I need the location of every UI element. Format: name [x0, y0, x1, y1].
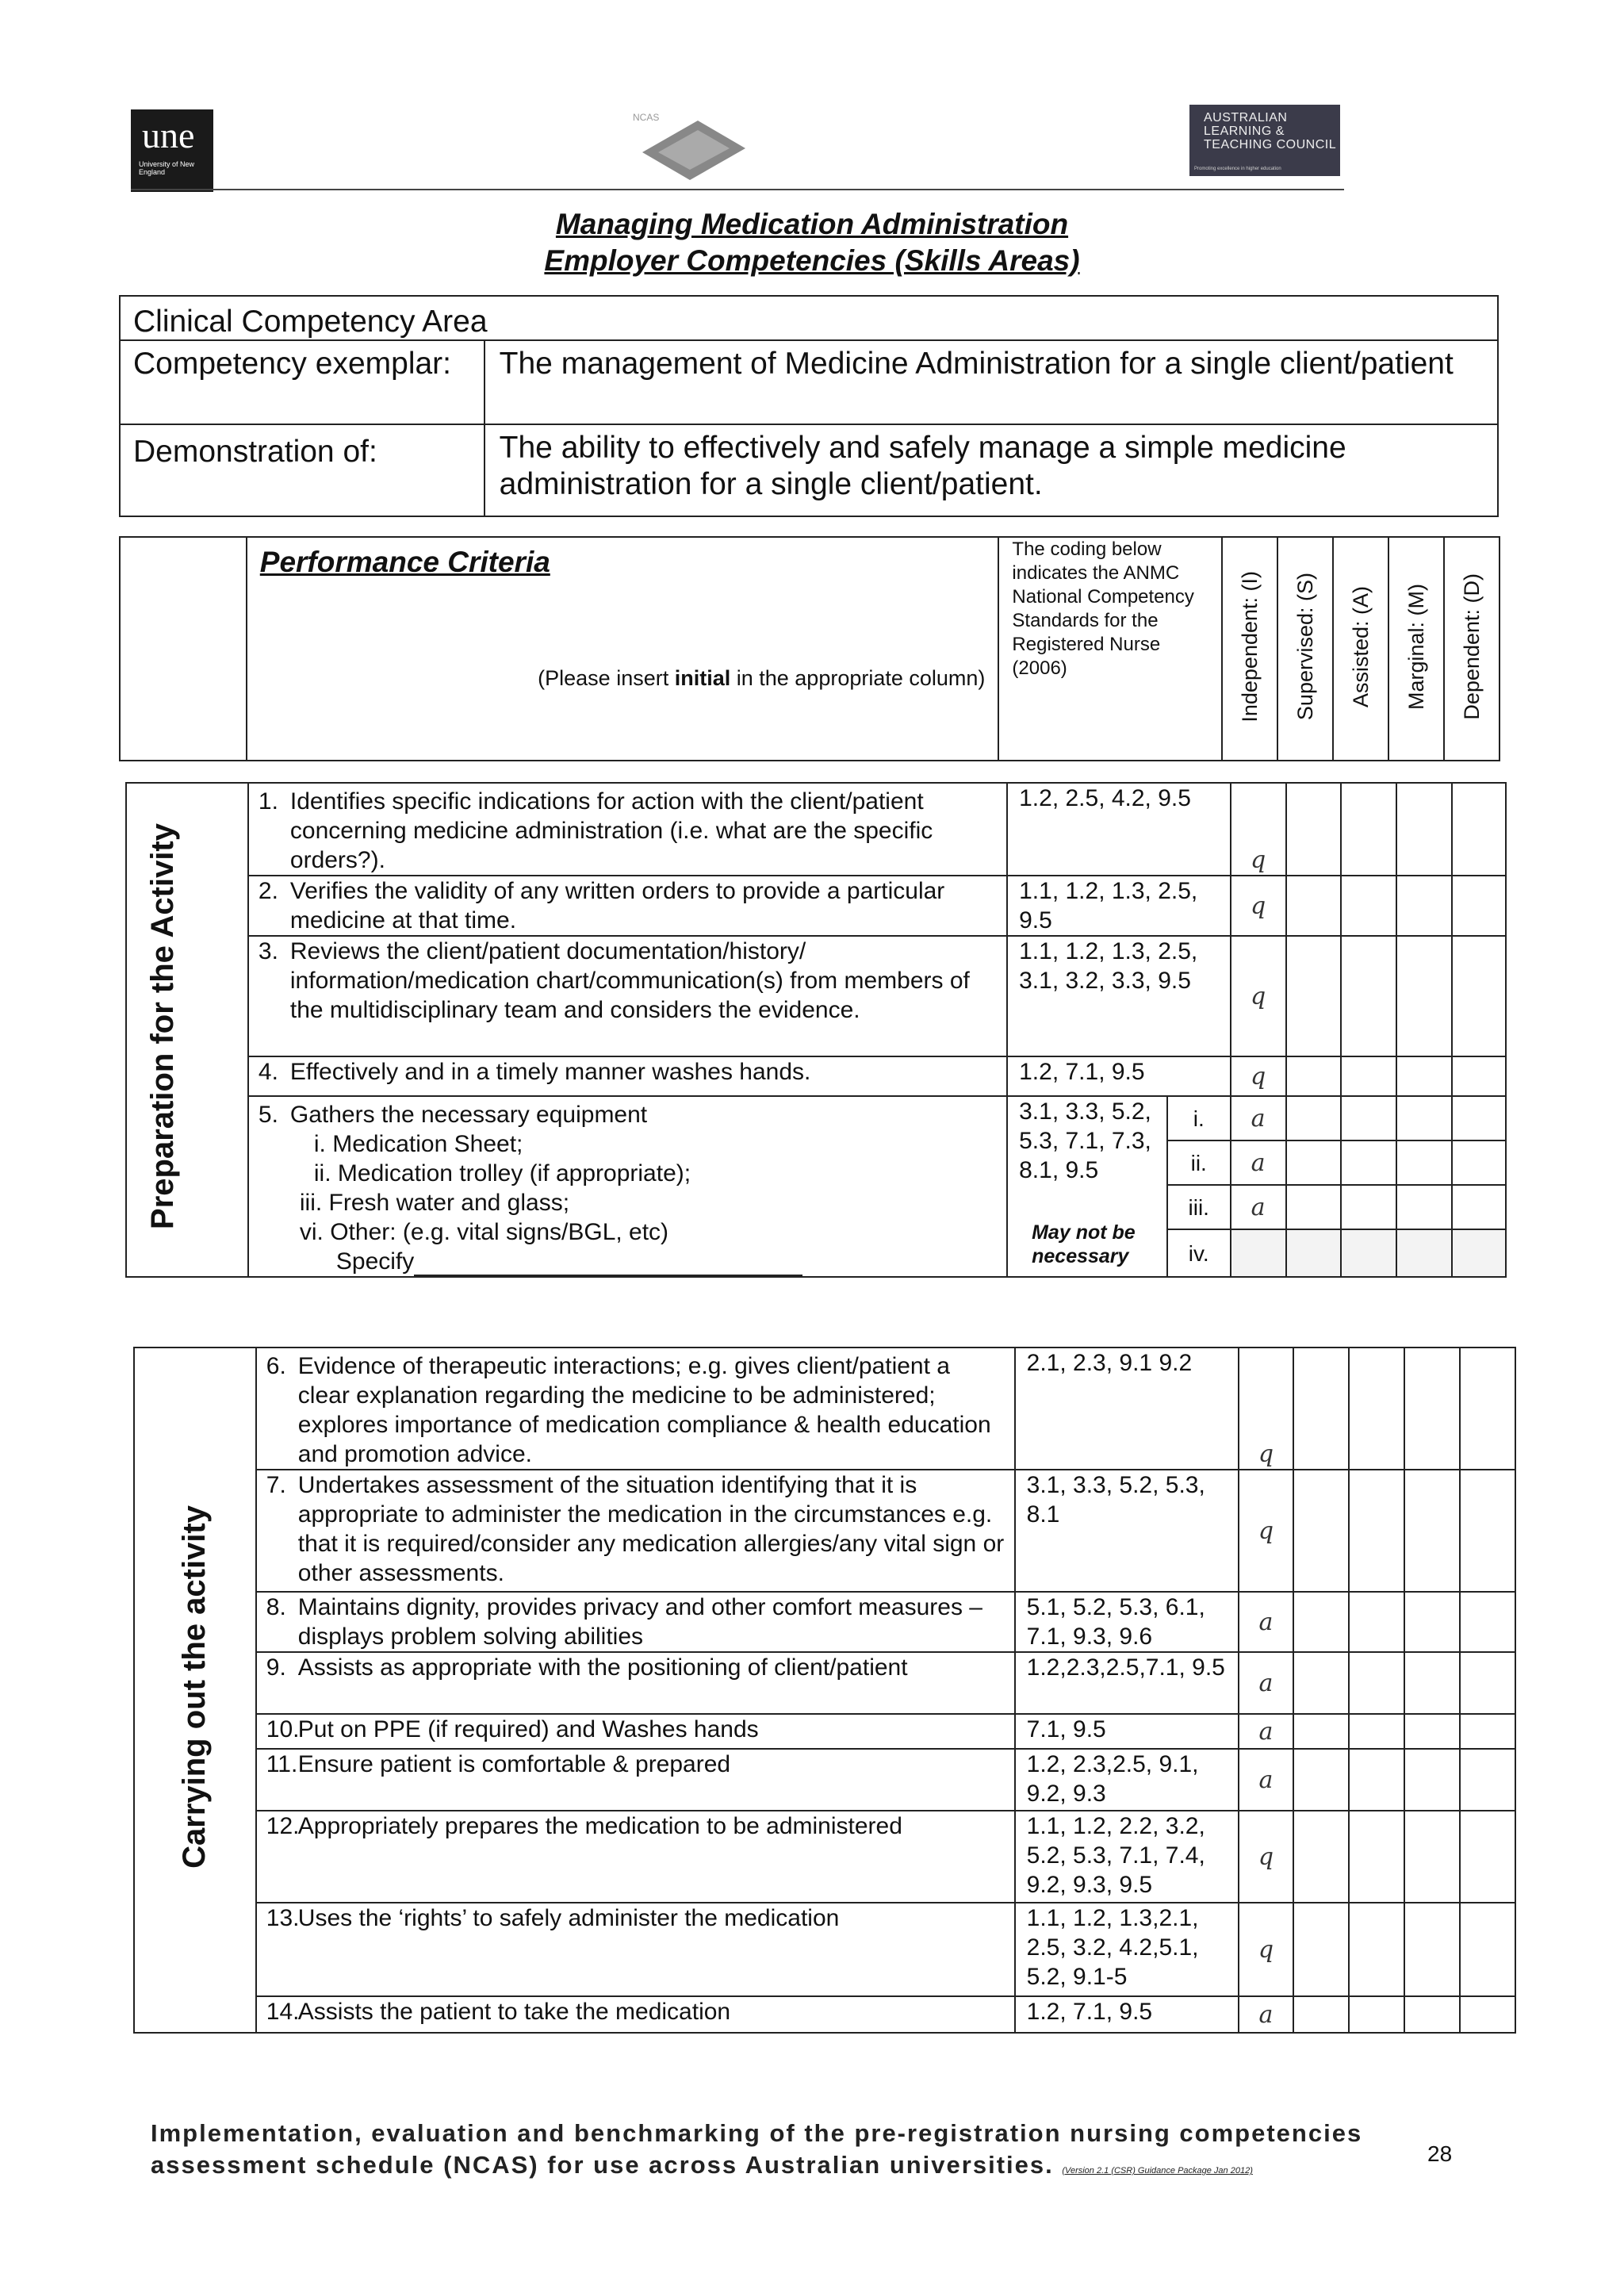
anmc-codes: 1.2, 7.1, 9.5 [1015, 1996, 1239, 2033]
equipment-sub-1: i. Medication Sheet; [313, 1131, 523, 1157]
initial-marginal[interactable] [1396, 1229, 1452, 1277]
anmc-codes: 1.1, 1.2, 2.2, 3.2, 5.2, 5.3, 7.1, 7.4, 9.2, 9.3, 9.5 [1015, 1811, 1239, 1903]
initial-dependent[interactable] [1452, 876, 1506, 936]
footer-version: (Version 2.1 (CSR) Guidance Package Jan 2012) [1062, 2166, 1253, 2176]
coding-note: The coding below indicates the ANMC National Competency Standards for the Registered Nurse (2006) [998, 537, 1222, 761]
initial-assisted[interactable] [1341, 1185, 1396, 1229]
criteria-text: Verifies the validity of any written orders to provide a particular medicine at that time. [289, 878, 945, 933]
criteria-header-spacer [120, 537, 247, 761]
initial-marginal[interactable] [1404, 1811, 1460, 1903]
level-assisted-header: Assisted: (A) [1333, 537, 1388, 761]
initial-independent[interactable]: a [1231, 1096, 1286, 1140]
une-logo-text: une [142, 115, 195, 155]
performance-criteria-title: Performance Criteria [259, 546, 550, 578]
initial-supervised[interactable] [1293, 1348, 1349, 1470]
initial-assisted[interactable] [1341, 876, 1396, 936]
initial-assisted[interactable] [1341, 1229, 1396, 1277]
ncas-logo [626, 105, 753, 188]
equipment-sub-3: iii. Fresh water and glass; [299, 1190, 570, 1216]
anmc-codes: 2.1, 2.3, 9.1 9.2 [1015, 1348, 1239, 1470]
initial-independent[interactable]: q [1239, 1348, 1294, 1470]
competency-table [119, 295, 1499, 517]
initial-supervised[interactable] [1293, 1652, 1349, 1714]
criteria-text: Identifies specific indications for action with the client/patient concerning medicine administration (i.e. what are the specific orders?). [289, 788, 933, 873]
criteria-text-cell: 2. Verifies the validity of any written orders to provide a particular medicine at that time. [248, 876, 1007, 936]
carrying-out-section-label-cell [134, 1348, 256, 2033]
criteria-text-cell: 5. Gathers the necessary equipment i. Medication Sheet; ii. Medication trolley (if appropriate); iii. Fresh water and glass; vi. Other: (e.g. vital signs/BGL, etc) Specify [248, 1096, 1007, 1277]
level-independent-header: Independent: (I) [1222, 537, 1277, 761]
initial-assisted[interactable] [1341, 1056, 1396, 1096]
level-marginal-header: Marginal: (M) [1388, 537, 1444, 761]
equipment-sub-4: vi. Other: (e.g. vital signs/BGL, etc) [299, 1219, 669, 1245]
criteria-text: Assists as appropriate with the positioning of client/patient [297, 1654, 908, 1681]
criteria-text: Evidence of therapeutic interactions; e.g. gives client/patient a clear explanation regarding the medicine to be administered; explores importance of medication compliance & health education and promotion advice. [297, 1353, 991, 1467]
initial-independent[interactable]: q [1231, 876, 1286, 936]
criteria-row [134, 1903, 1515, 1996]
criteria-row [134, 1996, 1515, 2033]
initial-independent[interactable]: a [1239, 1652, 1294, 1714]
criteria-header-cell [247, 537, 999, 761]
initial-dependent[interactable] [1452, 1056, 1506, 1096]
footer-line-2: assessment schedule (NCAS) for use across Australian universities. (Version 2.1 (CSR) Guidance Package Jan 2012) [151, 2151, 1253, 2179]
initial-independent[interactable] [1231, 1229, 1286, 1277]
anmc-codes: 1.1, 1.2, 1.3,2.1, 2.5, 3.2, 4.2,5.1, 5.2, 9.1-5 [1015, 1903, 1239, 1996]
anmc-codes: 7.1, 9.5 [1015, 1714, 1239, 1749]
initial-independent[interactable]: q [1231, 783, 1286, 876]
criteria-row [134, 1470, 1515, 1592]
initial-assisted[interactable] [1349, 1470, 1404, 1592]
competency-exemplar-label: Competency exemplar: [120, 340, 485, 424]
initial-independent[interactable]: q [1231, 936, 1286, 1056]
une-logo [131, 109, 213, 192]
initial-independent[interactable]: a [1231, 1185, 1286, 1229]
initial-marginal[interactable] [1404, 1652, 1460, 1714]
criteria-text-cell: 4. Effectively and in a timely manner washes hands. [248, 1056, 1007, 1096]
initial-dependent[interactable] [1460, 1470, 1515, 1592]
ncas-logo-text: NCAS [633, 112, 660, 123]
altc-logo-text: AUSTRALIAN LEARNING & TEACHING COUNCIL [1204, 111, 1337, 151]
level-dependent-header: Dependent: (D) [1444, 537, 1500, 761]
initial-independent[interactable]: a [1239, 1592, 1294, 1652]
criteria-text: Effectively and in a timely manner washes hands. [289, 1059, 811, 1085]
initial-assisted[interactable] [1341, 936, 1396, 1056]
initial-dependent[interactable] [1460, 1592, 1515, 1652]
initial-assisted[interactable] [1341, 1140, 1396, 1185]
initial-assisted[interactable] [1349, 1592, 1404, 1652]
initial-dependent[interactable] [1452, 1140, 1506, 1185]
initial-supervised[interactable] [1293, 1470, 1349, 1592]
initial-assisted[interactable] [1349, 1996, 1404, 2033]
initial-dependent[interactable] [1452, 936, 1506, 1056]
initial-assisted[interactable] [1349, 1903, 1404, 1996]
anmc-codes: 5.1, 5.2, 5.3, 6.1, 7.1, 9.3, 9.6 [1015, 1592, 1239, 1652]
criteria-row [134, 1811, 1515, 1903]
criteria-text: Reviews the client/patient documentation/history/ information/medication chart/communication(s) from members of the multidisciplinary team and considers the evidence. [289, 938, 970, 1023]
level-supervised-header: Supervised: (S) [1277, 537, 1333, 761]
initial-independent[interactable]: a [1231, 1140, 1286, 1185]
initial-assisted[interactable] [1341, 783, 1396, 876]
initial-independent[interactable]: a [1239, 1749, 1294, 1811]
initial-assisted[interactable] [1349, 1811, 1404, 1903]
sub-label-i: i. [1167, 1096, 1231, 1140]
criteria-text: Ensure patient is comfortable & prepared [297, 1751, 731, 1777]
initial-supervised[interactable] [1293, 1996, 1349, 2033]
initial-dependent[interactable] [1460, 1903, 1515, 1996]
criteria-row [126, 1056, 1506, 1096]
initial-supervised[interactable] [1286, 1140, 1342, 1185]
initial-marginal[interactable] [1396, 1140, 1452, 1185]
criteria-row [134, 1714, 1515, 1749]
initial-dependent[interactable] [1460, 1749, 1515, 1811]
criteria-text: Assists the patient to take the medication [297, 1999, 731, 2025]
criteria-row [126, 783, 1506, 876]
criteria-text-cell: 7. Undertakes assessment of the situation identifying that it is appropriate to administer the medication in the circumstances e.g. that it is required/consider any medication allergies/any vital sign or other assessments. [256, 1470, 1015, 1592]
footer-line-1: Implementation, evaluation and benchmarking of the pre-registration nursing competencies [151, 2119, 1363, 2147]
criteria-row [134, 1348, 1515, 1470]
initial-marginal[interactable] [1396, 1185, 1452, 1229]
footer-text [151, 2118, 1362, 2187]
title-line-2: Employer Competencies (Skills Areas) [544, 244, 1080, 277]
initial-independent[interactable]: q [1239, 1470, 1294, 1592]
initial-supervised[interactable] [1286, 1096, 1342, 1140]
initial-independent[interactable]: q [1239, 1811, 1294, 1903]
initial-dependent[interactable] [1460, 1348, 1515, 1470]
preparation-section-label-cell [126, 783, 248, 1277]
initial-supervised[interactable] [1286, 1229, 1342, 1277]
criteria-text: Maintains dignity, provides privacy and other comfort measures – displays problem solving abilities [297, 1594, 982, 1650]
equipment-specify: Specify [259, 1247, 998, 1276]
initial-supervised[interactable] [1293, 1592, 1349, 1652]
initial-dependent[interactable] [1452, 1185, 1506, 1229]
sub-label-ii: ii. [1167, 1140, 1231, 1185]
initial-independent[interactable]: a [1239, 1996, 1294, 2033]
carrying-out-table [133, 1347, 1516, 2034]
initial-supervised[interactable] [1286, 783, 1342, 876]
initial-marginal[interactable] [1404, 1749, 1460, 1811]
criteria-row [134, 1652, 1515, 1714]
initial-marginal[interactable] [1404, 1470, 1460, 1592]
criteria-text: Put on PPE (if required) and Washes hands [297, 1716, 759, 1742]
criteria-instruction: (Please insert initial in the appropriate column) [538, 666, 986, 690]
header-rule [131, 189, 1344, 190]
anmc-codes: 1.2, 7.1, 9.5 [1007, 1056, 1231, 1096]
anmc-codes: 1.1, 1.2, 1.3, 2.5, 9.5 [1007, 876, 1231, 936]
une-logo-subtext: University of New England [139, 160, 195, 176]
initial-marginal[interactable] [1396, 1056, 1452, 1096]
demonstration-value: The ability to effectively and safely manage a simple medicine administration for a single client/patient. [485, 424, 1498, 516]
initial-supervised[interactable] [1293, 1811, 1349, 1903]
initial-marginal[interactable] [1404, 1592, 1460, 1652]
criteria-text-cell: 14. Assists the patient to take the medication [256, 1996, 1015, 2033]
initial-marginal[interactable] [1396, 936, 1452, 1056]
initial-independent[interactable]: q [1239, 1903, 1294, 1996]
initial-assisted[interactable] [1349, 1652, 1404, 1714]
criteria-text-cell: 3. Reviews the client/patient documentation/history/ information/medication chart/communication(s) from members of the multidisciplinary team and considers the evidence. [248, 936, 1007, 1056]
initial-dependent[interactable] [1460, 1811, 1515, 1903]
criteria-row [126, 936, 1506, 1056]
anmc-codes: 1.2, 2.3,2.5, 9.1, 9.2, 9.3 [1015, 1749, 1239, 1811]
equipment-sub-2: ii. Medication trolley (if appropriate); [313, 1160, 691, 1187]
anmc-codes: 1.1, 1.2, 1.3, 2.5, 3.1, 3.2, 3.3, 9.5 [1007, 936, 1231, 1056]
sub-label-iv: iv. [1167, 1229, 1231, 1277]
initial-marginal[interactable] [1396, 876, 1452, 936]
competency-area-label: Clinical Competency Area [120, 296, 1498, 340]
criteria-text-cell: 12. Appropriately prepares the medication to be administered [256, 1811, 1015, 1903]
initial-marginal[interactable] [1404, 1996, 1460, 2033]
criteria-text: Gathers the necessary equipment [289, 1102, 648, 1128]
initial-marginal[interactable] [1396, 1096, 1452, 1140]
anmc-codes: 1.2, 2.5, 4.2, 9.5 [1007, 783, 1231, 876]
altc-logo-tagline: Promoting excellence in higher education [1194, 167, 1281, 171]
title-line-1: Managing Medication Administration [555, 208, 1069, 240]
criteria-header-table [119, 536, 1500, 761]
initial-marginal[interactable] [1404, 1348, 1460, 1470]
preparation-section-label: Preparation for the Activity [144, 823, 180, 1229]
initial-supervised[interactable] [1286, 936, 1342, 1056]
initial-marginal[interactable] [1396, 783, 1452, 876]
criteria-text-cell: 11. Ensure patient is comfortable & prepared [256, 1749, 1015, 1811]
initial-independent[interactable]: q [1231, 1056, 1286, 1096]
criteria-row [134, 1749, 1515, 1811]
may-not-be-necessary-note: May not be necessary [1032, 1221, 1136, 1267]
initial-supervised[interactable] [1286, 1056, 1342, 1096]
criteria-row-equipment [126, 1096, 1506, 1140]
initial-dependent[interactable] [1452, 783, 1506, 876]
specify-blank-line[interactable] [414, 1275, 802, 1276]
page-number: 28 [1427, 2141, 1453, 2166]
initial-supervised[interactable] [1286, 876, 1342, 936]
criteria-text-cell: 9. Assists as appropriate with the positioning of client/patient [256, 1652, 1015, 1714]
anmc-codes-equipment: 3.1, 3.3, 5.2, 5.3, 7.1, 7.3, 8.1, 9.5 May not be necessary [1007, 1096, 1167, 1277]
initial-assisted[interactable] [1341, 1096, 1396, 1140]
initial-dependent[interactable] [1452, 1229, 1506, 1277]
initial-dependent[interactable] [1452, 1096, 1506, 1140]
criteria-text-cell: 8. Maintains dignity, provides privacy and other comfort measures – displays problem solving abilities [256, 1592, 1015, 1652]
criteria-row [126, 876, 1506, 936]
criteria-text-cell: 6. Evidence of therapeutic interactions; e.g. gives client/patient a clear explanation regarding the medicine to be administered; explores importance of medication compliance & health education and promotion advice. [256, 1348, 1015, 1470]
competency-exemplar-value: The management of Medicine Administration for a single client/patient [485, 340, 1498, 424]
initial-assisted[interactable] [1349, 1348, 1404, 1470]
initial-dependent[interactable] [1460, 1714, 1515, 1749]
initial-marginal[interactable] [1404, 1714, 1460, 1749]
sub-label-iii: iii. [1167, 1185, 1231, 1229]
initial-independent[interactable]: a [1239, 1714, 1294, 1749]
initial-supervised[interactable] [1293, 1714, 1349, 1749]
anmc-codes: 1.2,2.3,2.5,7.1, 9.5 [1015, 1652, 1239, 1714]
initial-marginal[interactable] [1404, 1903, 1460, 1996]
altc-logo [1189, 105, 1340, 176]
criteria-text-cell: 13. Uses the ‘rights’ to safely administer the medication [256, 1903, 1015, 1996]
initial-assisted[interactable] [1349, 1749, 1404, 1811]
criteria-text: Appropriately prepares the medication to be administered [297, 1813, 902, 1839]
criteria-text-cell: 10. Put on PPE (if required) and Washes hands [256, 1714, 1015, 1749]
demonstration-label: Demonstration of: [120, 424, 485, 516]
criteria-text: Undertakes assessment of the situation identifying that it is appropriate to administer the medication in the circumstances e.g. that it is required/consider any medication allergies/any vital sign or other assessments. [297, 1472, 1005, 1586]
initial-supervised[interactable] [1293, 1903, 1349, 1996]
initial-dependent[interactable] [1460, 1996, 1515, 2033]
initial-assisted[interactable] [1349, 1714, 1404, 1749]
criteria-text-cell: 1. Identifies specific indications for action with the client/patient concerning medicine administration (i.e. what are the specific orders?). [248, 783, 1007, 876]
initial-dependent[interactable] [1460, 1652, 1515, 1714]
criteria-text: Uses the ‘rights’ to safely administer the medication [297, 1905, 840, 1931]
initial-supervised[interactable] [1293, 1749, 1349, 1811]
carrying-out-section-label: Carrying out the activity [177, 1505, 213, 1869]
preparation-table [125, 782, 1507, 1278]
anmc-codes: 3.1, 3.3, 5.2, 5.3, 8.1 [1015, 1470, 1239, 1592]
criteria-row [134, 1592, 1515, 1652]
initial-supervised[interactable] [1286, 1185, 1342, 1229]
